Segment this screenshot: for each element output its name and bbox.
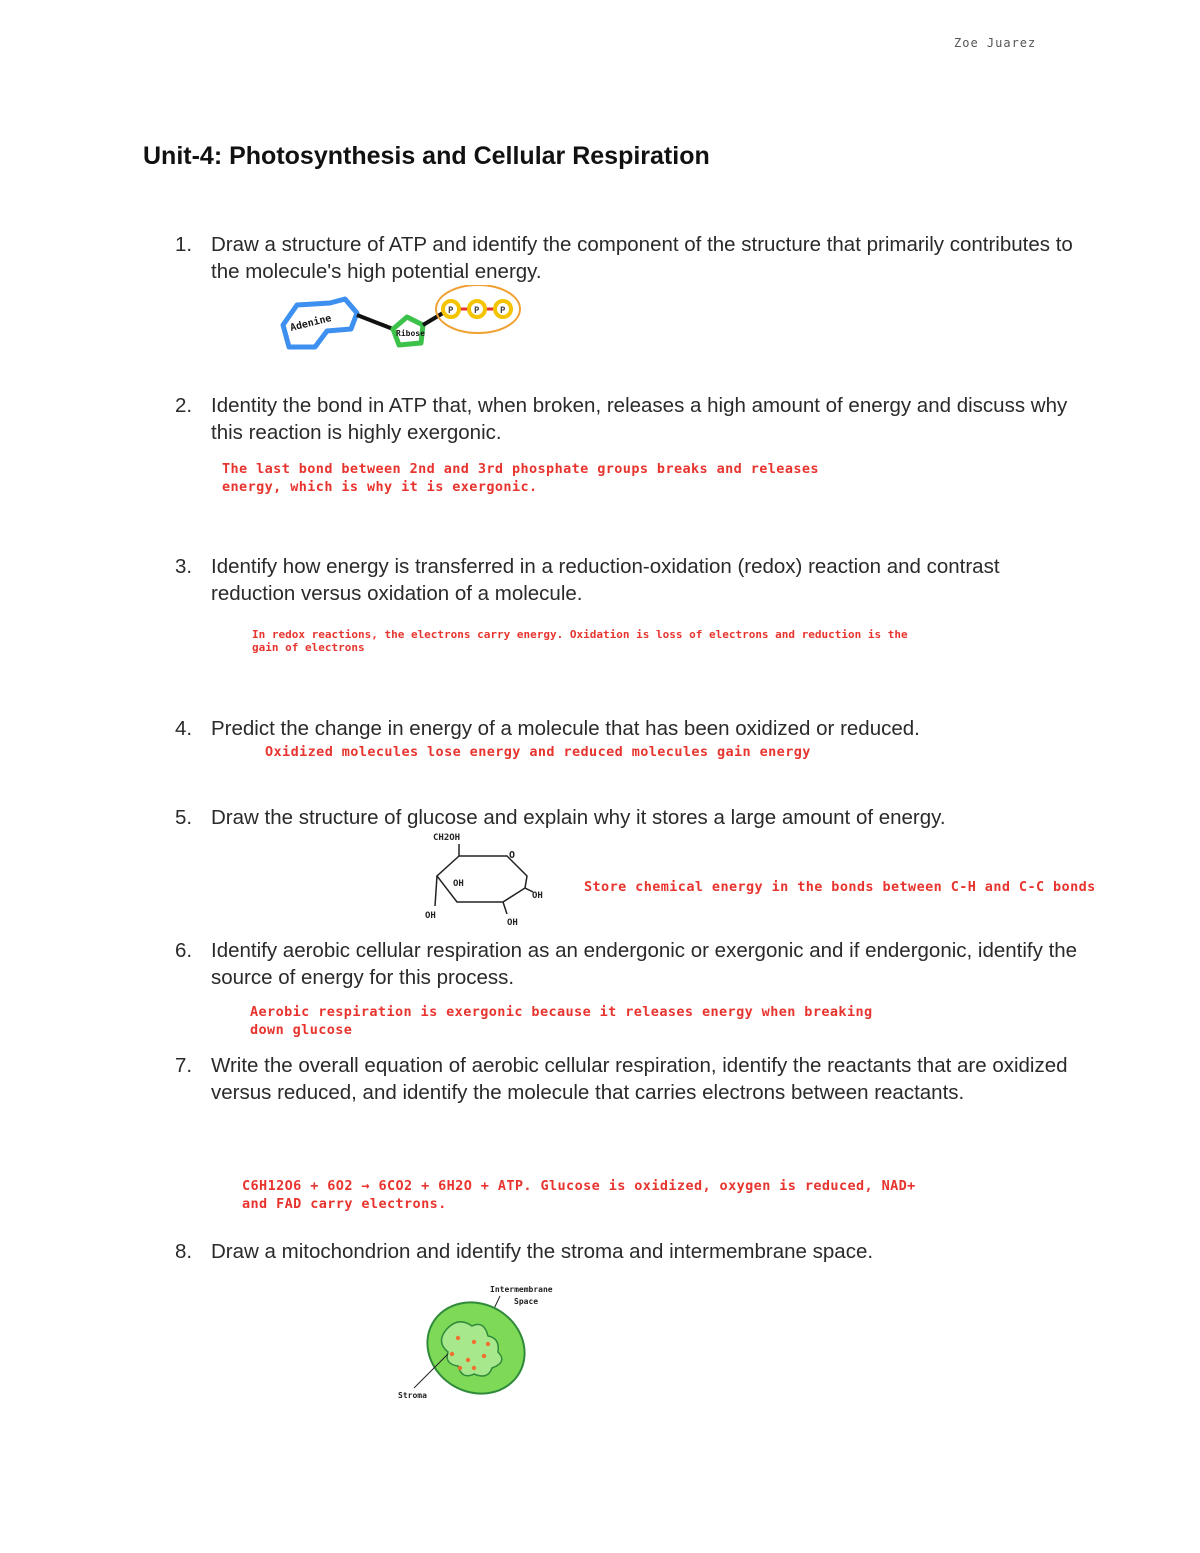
- matrix-dot: [456, 1336, 460, 1340]
- question-number: 8.: [175, 1240, 193, 1263]
- phosphate-label-1: P: [448, 306, 454, 316]
- question-3: [175, 553, 1075, 609]
- answer-line: The last bond between 2nd and 3rd phosphate groups breaks and releases: [222, 461, 819, 477]
- matrix-dot: [472, 1366, 476, 1370]
- glucose-ring: [437, 856, 527, 902]
- oh-label: OH: [425, 911, 436, 921]
- question-number: 1.: [175, 233, 193, 256]
- answer-line: C6H12O6 + 6O2 → 6CO2 + 6H2O + ATP. Glucose is oxidized, oxygen is reduced, NAD+: [242, 1178, 916, 1194]
- phosphate-label-3: P: [500, 306, 506, 316]
- adenine-ribose-bond: [357, 315, 393, 329]
- answer-line: down glucose: [250, 1022, 353, 1038]
- glucose-structure-drawing: [415, 826, 555, 926]
- answer-line: and FAD carry electrons.: [242, 1196, 447, 1212]
- matrix-dot: [472, 1340, 476, 1344]
- answer-line: In redox reactions, the electrons carry energy. Oxidation is loss of electrons and reduction is the: [252, 628, 908, 641]
- page-title: Unit-4: Photosynthesis and Cellular Respiration: [143, 142, 710, 170]
- oh-label: OH: [453, 879, 464, 889]
- question-4: [175, 715, 1075, 743]
- question-text: Draw the structure of glucose and explain why it stores a large amount of energy.: [211, 806, 946, 829]
- answer-line: energy, which is why it is exergonic.: [222, 479, 538, 495]
- ribose-label: Ribose: [396, 329, 425, 338]
- question-6: [175, 937, 1078, 993]
- question-text: Identify aerobic cellular respiration as an endergonic or exergonic and if endergonic, identify the source of energy for this process.: [211, 939, 1078, 989]
- question-text: Identify how energy is transferred in a reduction-oxidation (redox) reaction and contrast reduction versus oxidation of a molecule.: [211, 555, 1000, 605]
- question-text: Predict the change in energy of a molecule that has been oxidized or reduced.: [211, 717, 920, 740]
- answer-3: [252, 628, 908, 654]
- ring-oxygen-label: O: [509, 850, 516, 861]
- atp-structure-drawing: [275, 285, 525, 355]
- question-1: [175, 231, 1075, 287]
- matrix-dot: [458, 1366, 462, 1370]
- answer-line: gain of electrons: [252, 641, 365, 654]
- matrix-dot: [466, 1358, 470, 1362]
- matrix-dot: [486, 1342, 490, 1346]
- matrix-dot: [450, 1352, 454, 1356]
- answer-4: Oxidized molecules lose energy and reduced molecules gain energy: [265, 744, 811, 760]
- question-8: [175, 1238, 1075, 1266]
- matrix-dot: [482, 1354, 486, 1358]
- stroma-label: Stroma: [398, 1391, 427, 1400]
- question-7: [175, 1052, 1075, 1134]
- question-2: [175, 392, 1075, 448]
- answer-5: Store chemical energy in the bonds between C-H and C-C bonds: [584, 879, 1096, 895]
- question-text: Write the overall equation of aerobic cellular respiration, identify the reactants that are oxidized versus reduced, and identify the molecule that carries electrons between reactants.: [211, 1054, 1068, 1104]
- answer-6: [250, 1003, 873, 1039]
- question-5: [175, 804, 1075, 832]
- phosphate-label-2: P: [474, 306, 480, 316]
- intermembrane-label: Intermembrane: [490, 1285, 553, 1294]
- question-number: 5.: [175, 806, 193, 829]
- question-number: 4.: [175, 717, 193, 740]
- question-number: 7.: [175, 1054, 193, 1077]
- adenine-label: Adenine: [289, 313, 333, 334]
- space-label: Space: [514, 1297, 539, 1306]
- mitochondrion-drawing: [388, 1280, 588, 1410]
- question-text: Identity the bond in ATP that, when broken, releases a high amount of energy and discuss why this reaction is highly exergonic.: [211, 394, 1068, 444]
- question-number: 6.: [175, 939, 193, 962]
- question-number: 2.: [175, 394, 193, 417]
- ch2oh-label: CH2OH: [433, 833, 461, 843]
- author-name: Zoe Juarez: [954, 36, 1037, 50]
- answer-7: [242, 1177, 916, 1213]
- oh-label: OH: [532, 891, 543, 901]
- question-text: Draw a mitochondrion and identify the stroma and intermembrane space.: [211, 1240, 874, 1263]
- oh-label: OH: [507, 918, 518, 926]
- answer-line: Aerobic respiration is exergonic because it releases energy when breaking: [250, 1004, 873, 1020]
- answer-2: [222, 460, 819, 496]
- question-text: Draw a structure of ATP and identify the component of the structure that primarily contributes to the molecule's high potential energy.: [211, 233, 1073, 283]
- question-number: 3.: [175, 555, 193, 578]
